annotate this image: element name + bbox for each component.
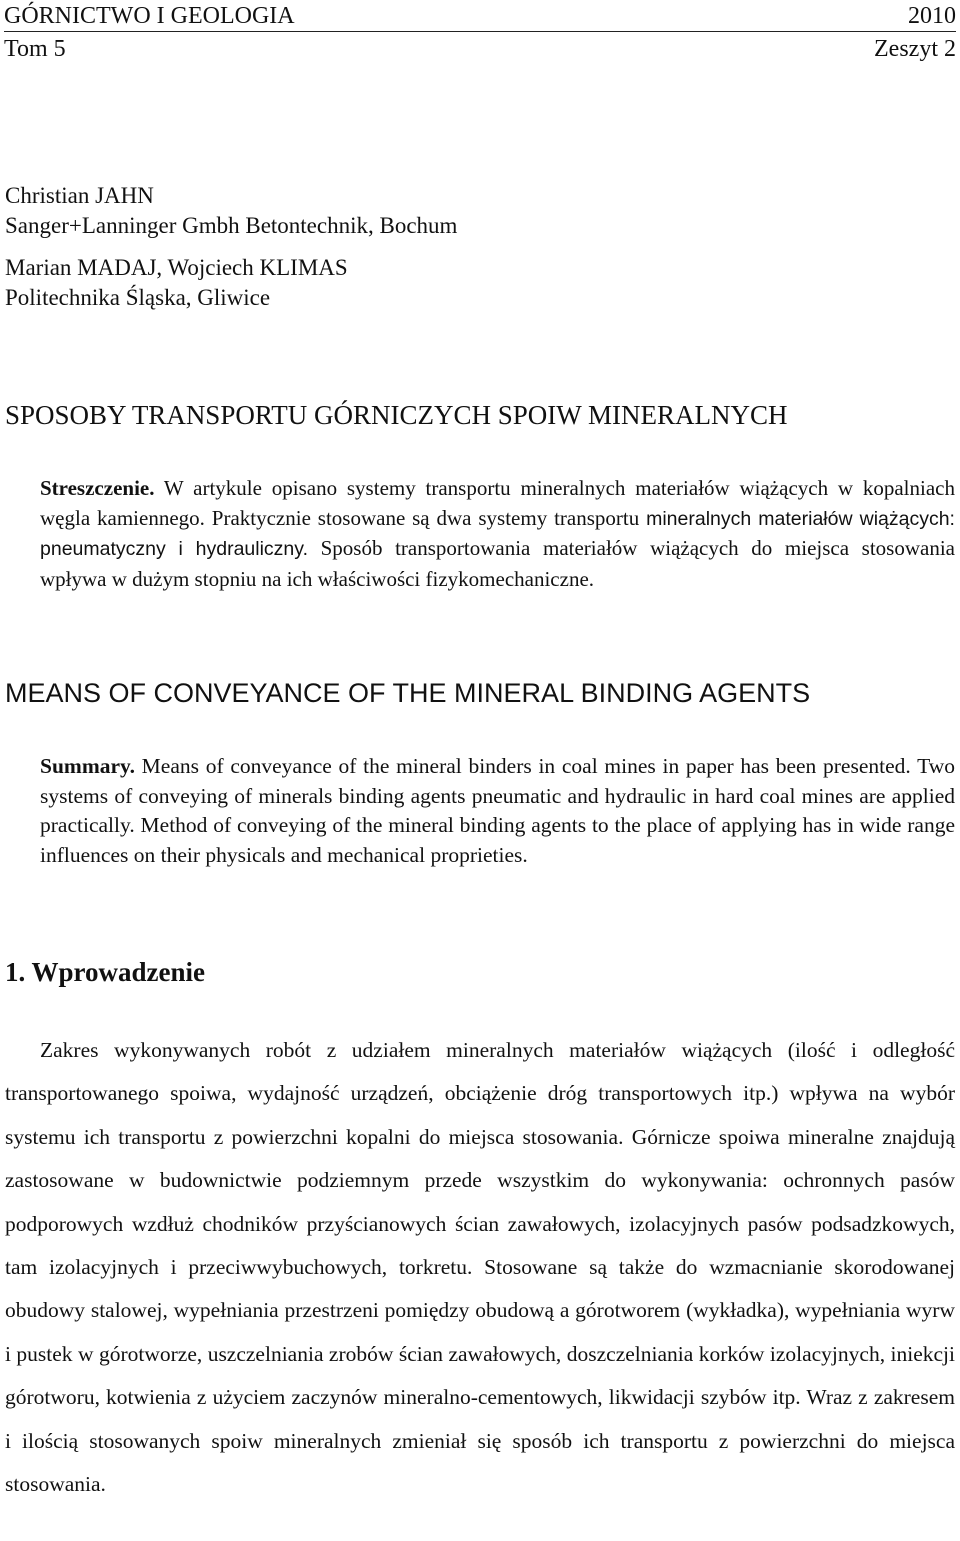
- header-rule: [4, 31, 956, 32]
- abstract-english: [5, 752, 955, 871]
- abstract-polish: [5, 474, 955, 595]
- section-heading: 1. Wprowadzenie: [5, 957, 206, 987]
- article-title-english: MEANS OF CONVEYANCE OF THE MINERAL BINDING AGENTS: [5, 678, 811, 708]
- author-affiliation: Politechnika Śląska, Gliwice: [5, 285, 271, 310]
- running-header-bottom: [4, 35, 956, 63]
- journal-name: GÓRNICTWO I GEOLOGIA: [4, 3, 295, 29]
- running-header-top: [4, 2, 956, 30]
- journal-issue: Zeszyt 2: [874, 36, 956, 62]
- author-name: Christian JAHN: [5, 183, 154, 208]
- summary-text: Means of conveyance of the mineral binders in coal mines in paper has been presented. Two systems of conveying of minerals binding agents pneumatic and hydraulic in hard coal mines are applied practically. Method of conveying of the mineral binding agents to the place of applying has in wide range influences on their physicals and mechanical proprieties.: [40, 754, 955, 868]
- abstract-text: Sposób transportowania materiałów wiążących do miejsca stosowania wpływa w dużym stopniu na ich właściwości fizykomechaniczne.: [40, 536, 955, 592]
- paragraph-text: Zakres wykonywanych robót z udziałem mineralnych materiałów wiążących (ilość i odległość transportowanego spoiwa, wydajność urządzeń, obciążenie dróg transportowych itp.) wpływa na wybór systemu ich transportu z powierzchni kopalni do miejsca stosowania. Górnicze spoiwa mineralne znajdują zastosowane w budownictwie podziemnym przede wszystkim do wykonywania: ochronnych pasów podporowych wzdłuż chodników przyścianowych ścian zawałowych, izolacyjnych pasów podsadzkowych, tam izolacyjnych i przeciwwybuchowych, torkretu. Stosowane są także do wzmacnianie skorodowanej obudowy stalowej, wypełniania przestrzeni pomiędzy obudową a górotworem (wykładka), wypełniania wyrw i pustek w górotworze, uszczelniania zrobów ścian zawałowych, doszczelniania korków izolacyjnych, iniekcji górotworu, kotwienia z użyciem zaczynów mineralno-cementowych, likwidacji szybów itp. Wraz z zakresem i ilością stosowanych spoiw mineralnych zmieniał się sposób ich transportu z powierzchni do miejsca stosowania.: [5, 1038, 955, 1497]
- author-affiliation: Sanger+Lanninger Gmbh Betontechnik, Bochum: [5, 213, 458, 238]
- author-name: Marian MADAJ, Wojciech KLIMAS: [5, 255, 348, 280]
- journal-volume: Tom 5: [4, 36, 66, 62]
- journal-year: 2010: [908, 3, 956, 29]
- abstract-text: mineralnych materiałów wiążących: pneumatyczny i hydrauliczny.: [40, 507, 955, 561]
- body-paragraph: [5, 1029, 955, 1506]
- article-title-polish: SPOSOBY TRANSPORTU GÓRNICZYCH SPOIW MINERALNYCH: [5, 400, 788, 430]
- abstract-text: W artykule opisano systemy transportu mineralnych materiałów wiążących w kopalniach węgla kamiennego. Praktycznie stosowane są dwa systemy transportu: [40, 476, 955, 530]
- abstract-label: Streszczenie.: [40, 476, 155, 500]
- summary-label: Summary.: [40, 754, 135, 778]
